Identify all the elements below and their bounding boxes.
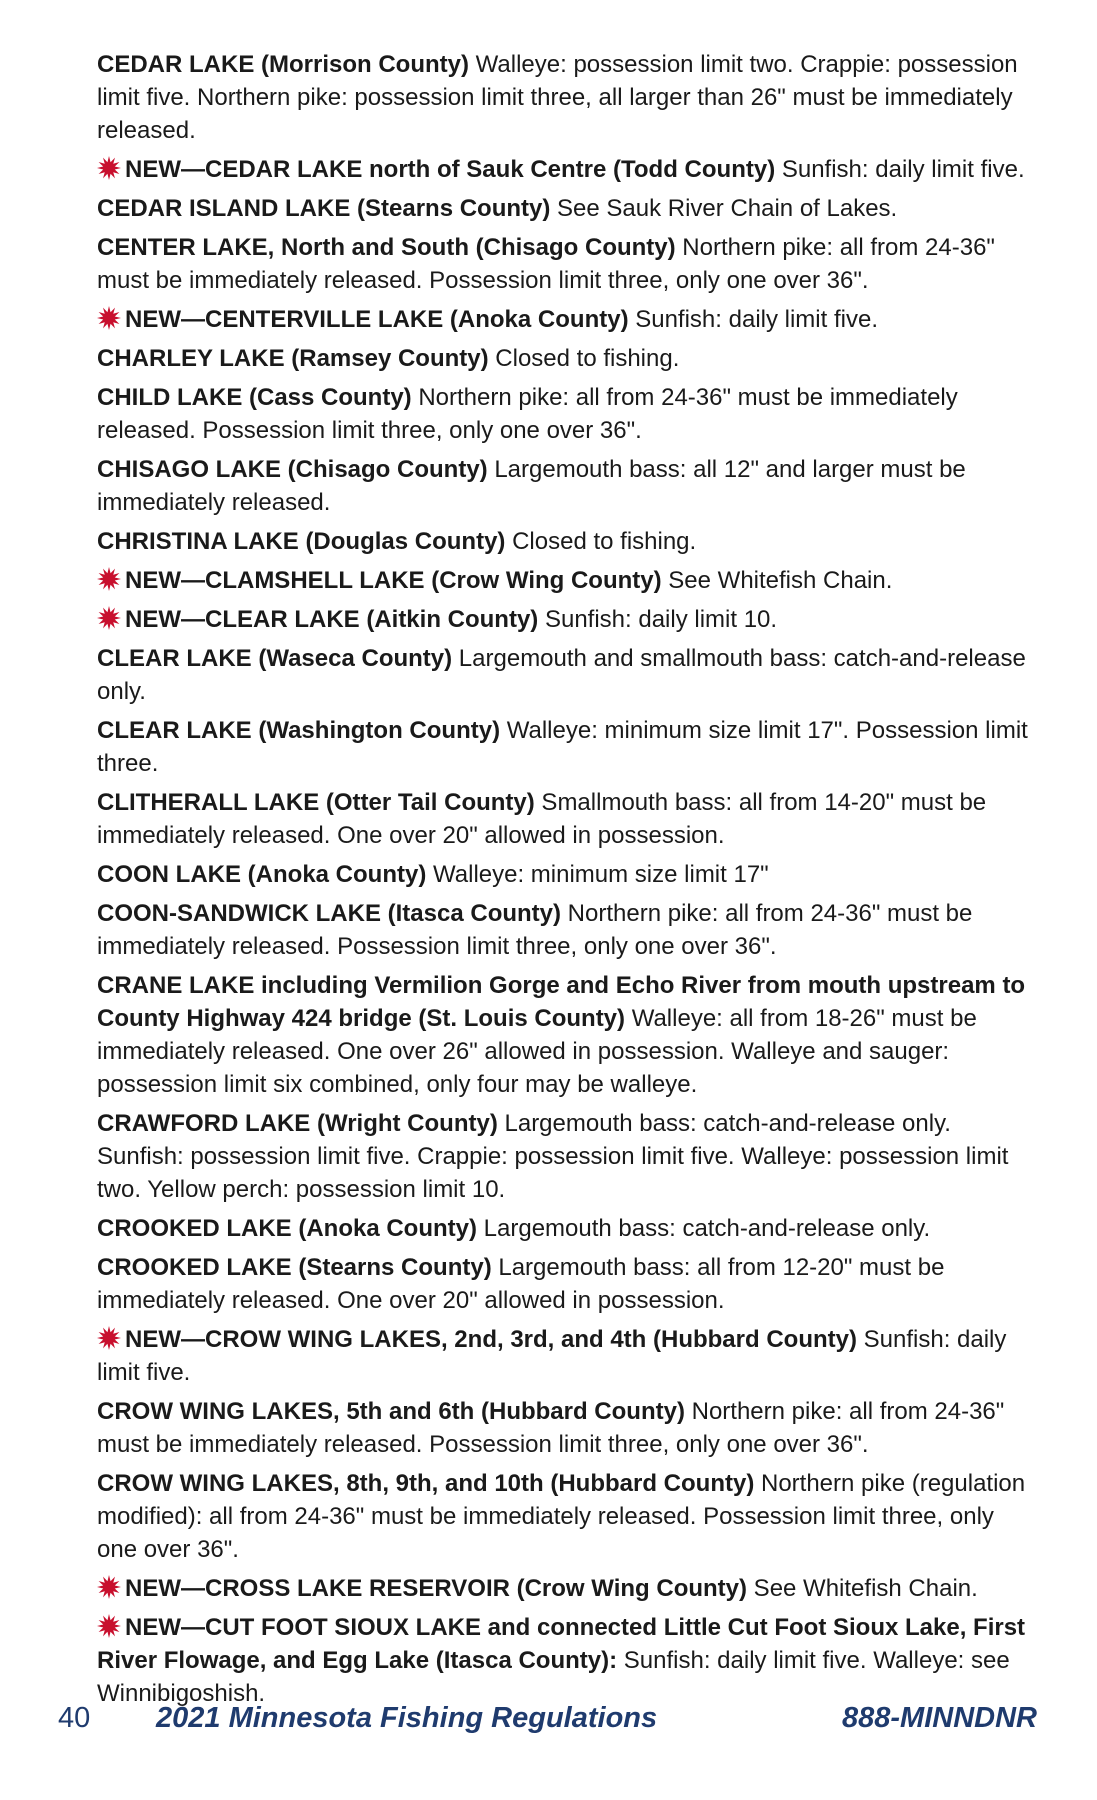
page-footer: [0, 1702, 1097, 1742]
lake-name: CROOKED LAKE (Stearns County): [97, 1254, 492, 1281]
red-starburst-icon: [97, 606, 121, 630]
regulation-text: Northern pike (regulation modified): all from 24-36" must be immediately released. Possession limit three, only one over 36".: [97, 1470, 1026, 1563]
regulation-text: Largemouth bass: catch-and-release only.: [477, 1215, 931, 1242]
lake-name: NEW—CENTERVILLE LAKE (Anoka County): [125, 306, 629, 333]
regulation-entry: [97, 1212, 1037, 1245]
phone-number: 888-MINNDNR: [842, 1702, 1037, 1734]
regulation-entry: [97, 153, 1037, 186]
regulation-entry: [97, 603, 1037, 636]
regulation-entry: [97, 1611, 1037, 1710]
regulation-text: Northern pike: all from 24-36" must be immediately released. Possession limit three, only one over 36".: [97, 384, 958, 444]
regulation-entry: [97, 1107, 1037, 1206]
lake-name: CLITHERALL LAKE (Otter Tail County): [97, 789, 535, 816]
regulation-text: Walleye: all from 18-26" must be immediately released. One over 26" allowed in possession. Walleye and sauger: possession limit six combined, only four may be walleye.: [97, 1005, 977, 1098]
regulation-entry: [97, 48, 1037, 147]
lake-name: COON-SANDWICK LAKE (Itasca County): [97, 900, 562, 927]
regulation-entry: [97, 1467, 1037, 1566]
red-starburst-icon: [97, 1326, 121, 1350]
red-starburst-icon: [97, 567, 121, 591]
regulation-entry: [97, 453, 1037, 519]
lake-name: NEW—CROW WING LAKES, 2nd, 3rd, and 4th (Hubbard County): [125, 1326, 857, 1353]
regulation-entry: [97, 564, 1037, 597]
lake-name: CLEAR LAKE (Waseca County): [97, 645, 453, 672]
regulation-text: Largemouth and smallmouth bass: catch-and-release only.: [97, 645, 1026, 705]
regulation-entry: [97, 1251, 1037, 1317]
red-starburst-icon: [97, 156, 121, 180]
regulation-text: Largemouth bass: catch-and-release only. Sunfish: possession limit five. Crappie: possession limit five. Walleye: possession limit two. Yellow perch: possession limit 10.: [97, 1110, 1009, 1203]
lake-name: CRAWFORD LAKE (Wright County): [97, 1110, 498, 1137]
lake-name: CRANE LAKE including Vermilion Gorge and Echo River from mouth upstream to County Highway 424 bridge (St. Louis County): [97, 972, 1026, 1032]
lake-name: CLEAR LAKE (Washington County): [97, 717, 501, 744]
lake-name: CHILD LAKE (Cass County): [97, 384, 412, 411]
publication-title: 2021 Minnesota Fishing Regulations: [156, 1702, 658, 1734]
regulation-entry: [97, 858, 1037, 891]
lake-name: CHRISTINA LAKE (Douglas County): [97, 528, 506, 555]
regulation-text: Northern pike: all from 24-36" must be immediately released. Possession limit three, only one over 36".: [97, 900, 973, 960]
lake-name: CENTER LAKE, North and South (Chisago County): [97, 234, 676, 261]
regulation-text: Largemouth bass: all from 12-20" must be immediately released. One over 20" allowed in possession.: [97, 1254, 945, 1314]
regulation-entry: [97, 1323, 1037, 1389]
regulation-text: Northern pike: all from 24-36" must be immediately released. Possession limit three, only one over 36".: [97, 234, 995, 294]
regulation-text: Sunfish: daily limit five. Walleye: see Winnibigoshish.: [97, 1647, 1010, 1707]
regulation-text: Walleye: possession limit two. Crappie: possession limit five. Northern pike: possession limit three, all larger than 26" must be immediately released.: [97, 51, 1018, 144]
regulation-list: [97, 48, 1037, 1716]
red-starburst-icon: [97, 306, 121, 330]
regulation-entry: [97, 381, 1037, 447]
lake-name: CHISAGO LAKE (Chisago County): [97, 456, 488, 483]
regulation-entry: [97, 786, 1037, 852]
regulation-text: See Whitefish Chain.: [661, 567, 893, 594]
regulation-entry: [97, 1572, 1037, 1605]
lake-name: NEW—CEDAR LAKE north of Sauk Centre (Todd County): [125, 156, 776, 183]
regulation-entry: [97, 1395, 1037, 1461]
red-starburst-icon: [97, 1614, 121, 1638]
lake-name: NEW—CLEAR LAKE (Aitkin County): [125, 606, 539, 633]
regulation-text: Largemouth bass: all 12" and larger must be immediately released.: [97, 456, 966, 516]
regulation-entry: [97, 303, 1037, 336]
lake-name: NEW—CROSS LAKE RESERVOIR (Crow Wing County): [125, 1575, 748, 1602]
regulation-text: See Whitefish Chain.: [747, 1575, 978, 1602]
regulation-entry: [97, 231, 1037, 297]
lake-name: CEDAR ISLAND LAKE (Stearns County): [97, 195, 551, 222]
page-number: 40: [58, 1702, 91, 1734]
regulation-text: Sunfish: daily limit 10.: [538, 606, 778, 633]
lake-name: CROW WING LAKES, 8th, 9th, and 10th (Hubbard County): [97, 1470, 755, 1497]
lake-name: CHARLEY LAKE (Ramsey County): [97, 345, 489, 372]
regulation-entry: [97, 969, 1037, 1101]
regulation-entry: [97, 525, 1037, 558]
regulation-text: Walleye: minimum size limit 17". Possession limit three.: [97, 717, 1028, 777]
regulation-text: Closed to fishing.: [488, 345, 680, 372]
regulation-text: Smallmouth bass: all from 14-20" must be immediately released. One over 20" allowed in possession.: [97, 789, 987, 849]
regulation-text: Closed to fishing.: [505, 528, 697, 555]
regulation-text: Walleye: minimum size limit 17": [426, 861, 769, 888]
regulation-entry: [97, 714, 1037, 780]
lake-name: COON LAKE (Anoka County): [97, 861, 427, 888]
regulation-entry: [97, 642, 1037, 708]
regulation-text: See Sauk River Chain of Lakes.: [550, 195, 898, 222]
regulation-entry: [97, 192, 1037, 225]
red-starburst-icon: [97, 1575, 121, 1599]
regulation-text: Sunfish: daily limit five.: [97, 1326, 1007, 1386]
lake-name: CEDAR LAKE (Morrison County): [97, 51, 469, 78]
lake-name: NEW—CLAMSHELL LAKE (Crow Wing County): [125, 567, 662, 594]
lake-name: CROOKED LAKE (Anoka County): [97, 1215, 477, 1242]
lake-name: CROW WING LAKES, 5th and 6th (Hubbard County): [97, 1398, 685, 1425]
regulation-text: Northern pike: all from 24-36" must be immediately released. Possession limit three, only one over 36".: [97, 1398, 1005, 1458]
regulation-text: Sunfish: daily limit five.: [628, 306, 878, 333]
regulation-text: Sunfish: daily limit five.: [775, 156, 1025, 183]
regulation-entry: [97, 897, 1037, 963]
lake-name: NEW—CUT FOOT SIOUX LAKE and connected Little Cut Foot Sioux Lake, First River Flowage, and Egg Lake (Itasca County):: [97, 1614, 1026, 1674]
regulation-entry: [97, 342, 1037, 375]
